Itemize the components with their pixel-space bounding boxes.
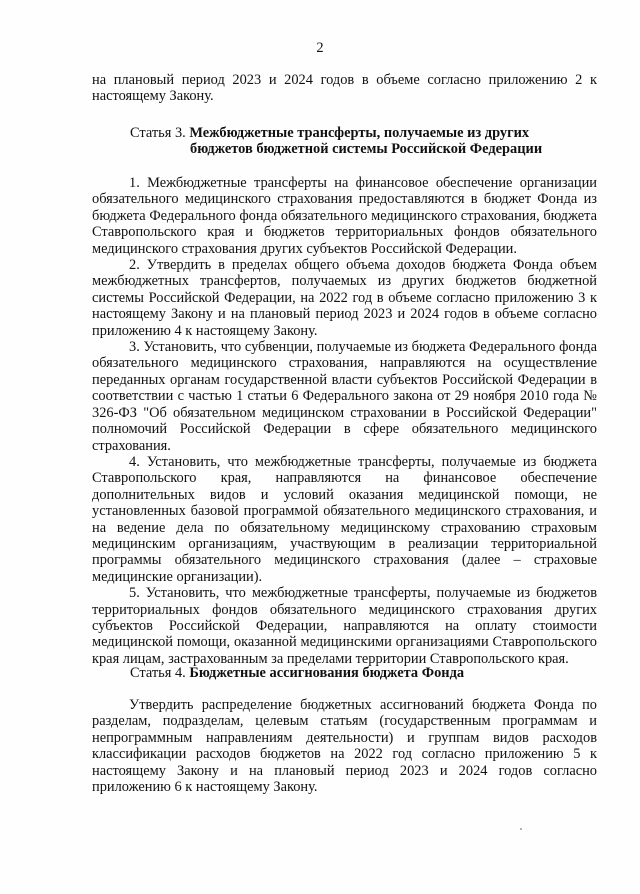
article-4-heading-line: [130, 665, 464, 681]
article-3-paragraph-4: 4. Установить, что межбюджетные трансферты, получаемые из бюджета Ставропольского края, направляются на финансовое обеспечение дополнительных видов и условий оказания медицинской помощи, не установленных базовой программой обязательного медицинского страхования, и на ведение дела по обязательному медицинскому страхованию страховым медицинским организациям, участвующим в реализации территориальной программы обязательного медицинского страхования (далее – страховые медицинские организации).: [92, 453, 597, 585]
article-3-heading-line2: [130, 141, 542, 157]
article-4-paragraph-1: Утвердить распределение бюджетных ассигнований бюджета Фонда по разделам, подразделам, целевым статьям (государственным программам и непрограммным направлениям деятельности) и группам видов расходов классификации расходов бюджетов на 2022 год согласно приложению 5 к настоящему Закону и на плановый период 2023 и 2024 годов согласно приложению 6 к настоящему Закону.: [92, 697, 597, 796]
article-3-paragraph-1: 1. Межбюджетные трансферты на финансовое обеспечение организации обязательного медицинского страхования предоставляются в бюджет Фонда из бюджета Федерального фонда обязательного медицинского страхования, бюджета Ставропольского края и бюджетов территориальных фондов обязательного медицинского страхования других субъектов Российской Федерации.: [92, 175, 597, 257]
intro-paragraph: на плановый период 2023 и 2024 годов в объеме согласно приложению 2 к настоящему Закону.: [92, 72, 597, 105]
scan-speck: [520, 828, 522, 830]
article-3-title-line1: Межбюджетные трансферты, получаемые из других: [189, 125, 530, 141]
article-3-paragraph-3: 3. Установить, что субвенции, получаемые из бюджета Федерального фонда обязательного медицинского страхования, направляются на осуществление переданных органам государственной власти субъектов Российской Федерации в соответствии с частью 1 статьи 6 Федерального закона от 29 ноября 2010 года № 326-ФЗ "Об обязательном медицинском страховании в Российской Федерации" полномочий Российской Федерации в сфере обязательного медицинского страхования.: [92, 339, 597, 454]
article-3-title-line2: бюджетов бюджетной системы Российской Федерации: [190, 141, 543, 158]
article-3-heading: [130, 125, 542, 158]
article-3-paragraph-2: 2. Утвердить в пределах общего объема доходов бюджета Фонда объем межбюджетных трансфертов, получаемых из других бюджетов бюджетной системы Российской Федерации, на 2022 год в объеме согласно приложению 3 к настоящему Закону и на плановый период 2023 и 2024 годов в объеме согласно приложению 4 к настоящему Закону.: [92, 257, 597, 339]
article-3-body: [92, 175, 597, 667]
article-4-label: Статья 4.: [130, 665, 186, 681]
article-3-heading-line1: [130, 125, 542, 141]
article-4-title: Бюджетные ассигнования бюджета Фонда: [189, 665, 465, 681]
article-3-label: Статья 3.: [130, 125, 186, 141]
article-4-heading: [130, 665, 464, 681]
article-4-body: [92, 697, 597, 795]
page-number: 2: [316, 40, 324, 56]
article-3-paragraph-5: 5. Установить, что межбюджетные трансферты, получаемые из бюджетов территориальных фондов обязательного медицинского страхования других субъектов Российской Федерации, направляются на оплату стоимости медицинской помощи, оказанной медицинскими организациями Ставропольского края лицам, застрахованным за пределами территории Ставропольского края.: [92, 585, 597, 667]
